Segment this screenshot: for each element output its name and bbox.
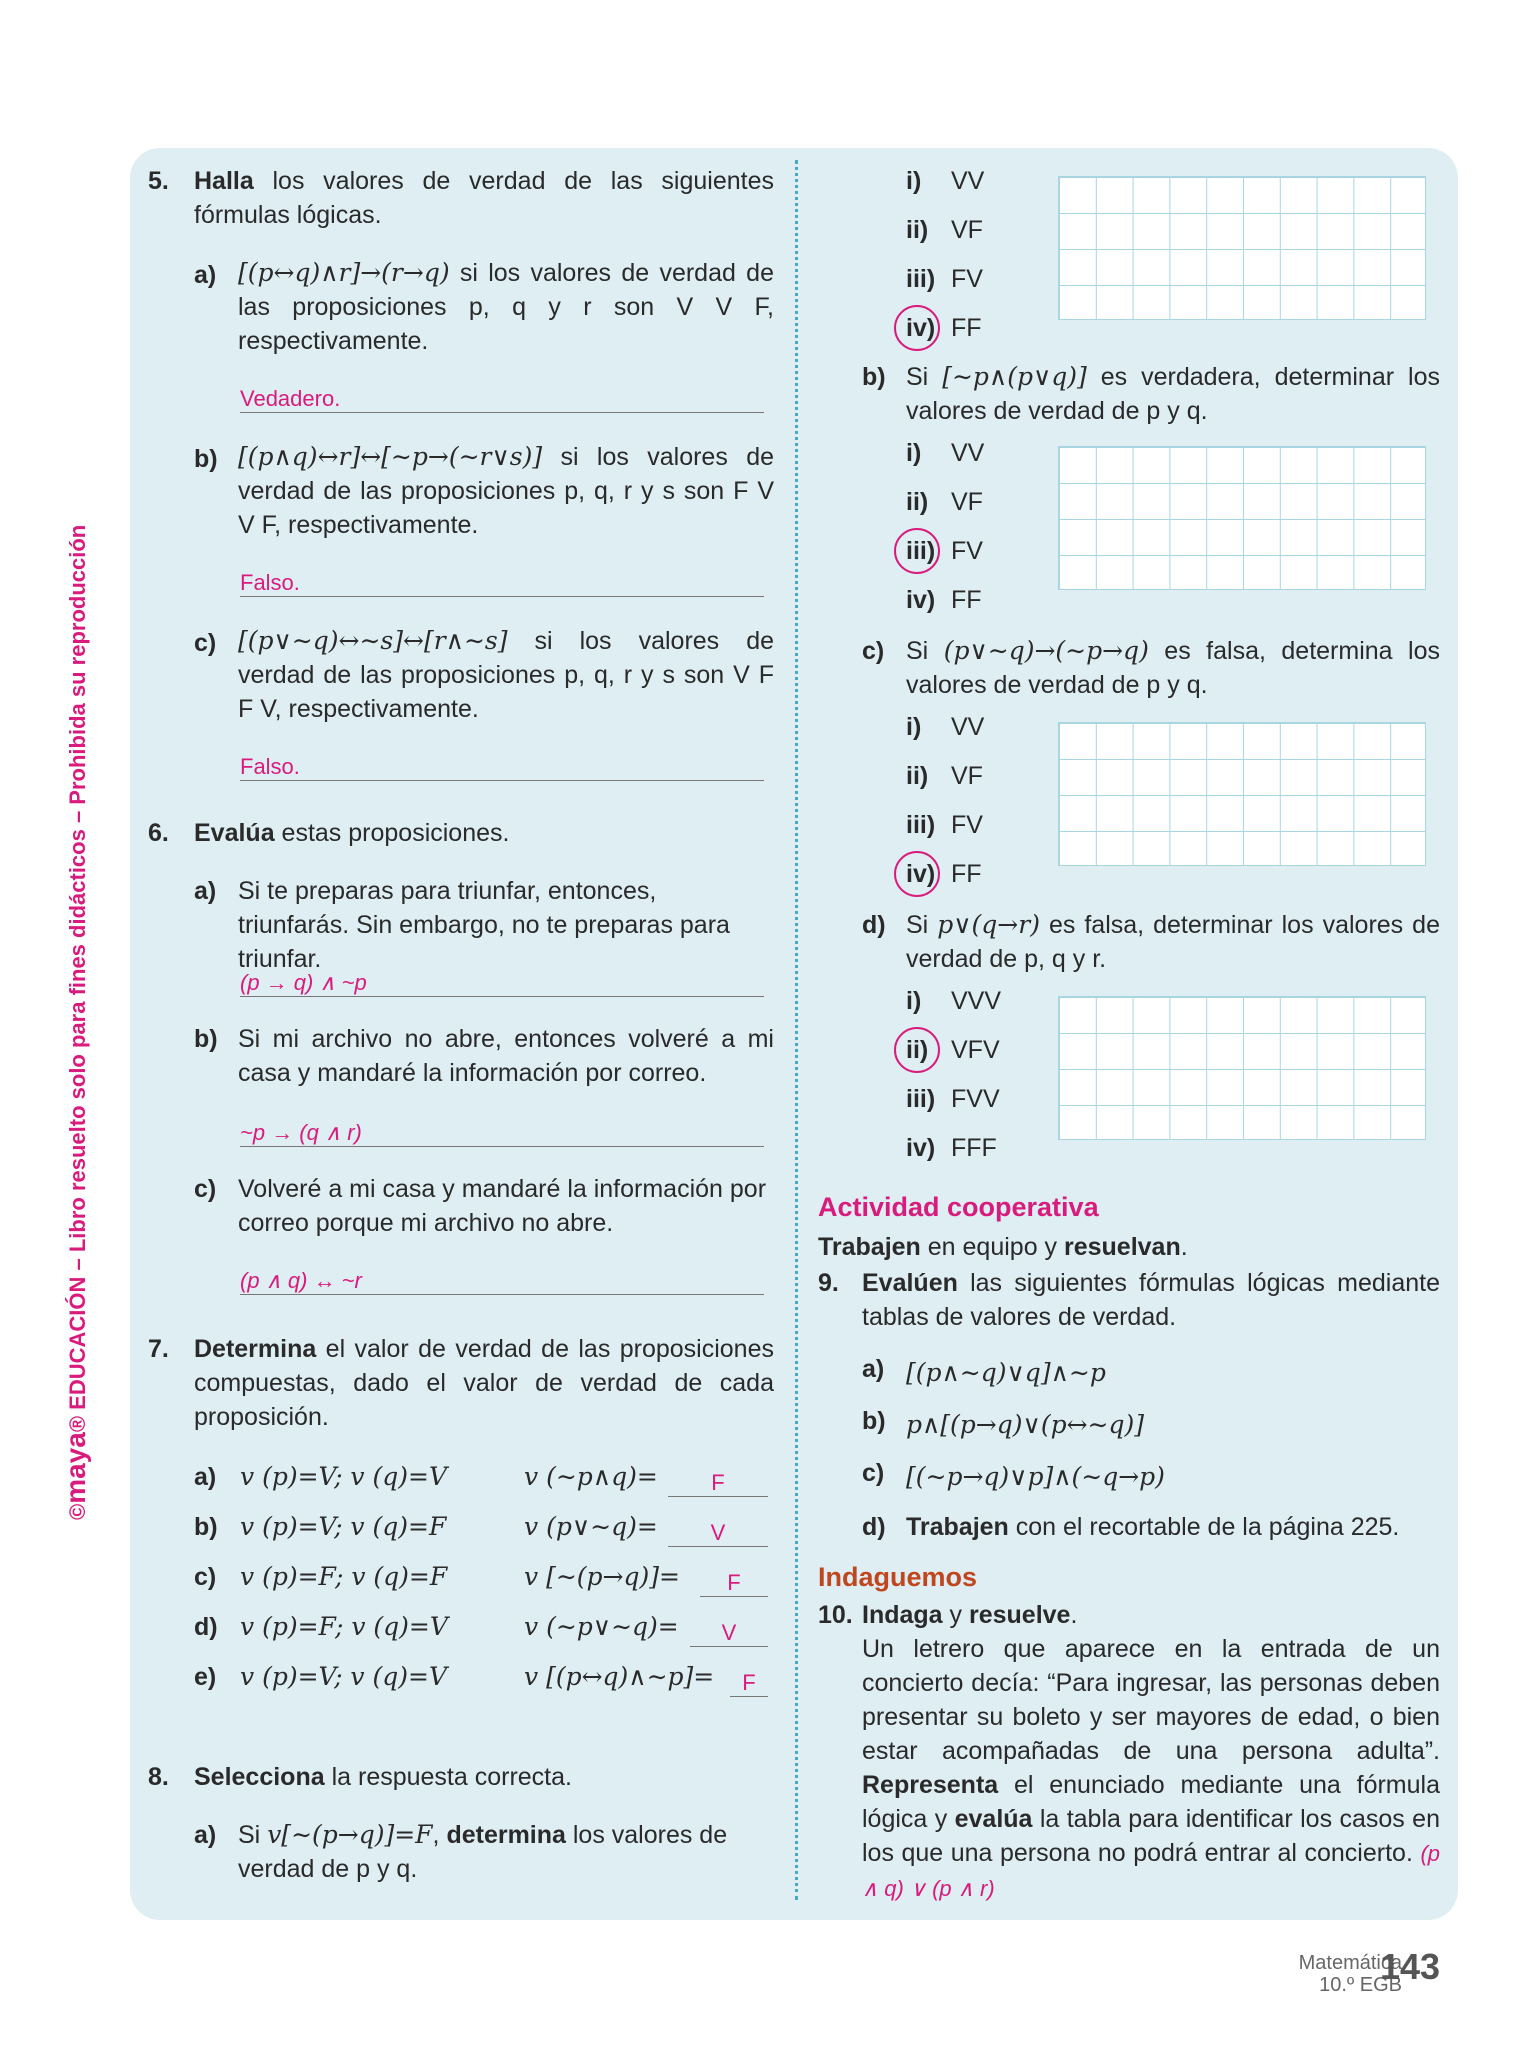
q8a-text: Si v[∼(p→q)]=F, determina los valores de verdad de p y q. <box>238 1820 728 1883</box>
q9-text: las siguientes fórmulas lógicas mediante tablas de valores de verdad. <box>862 1269 1440 1331</box>
q9-verb: Evalúen <box>862 1269 958 1297</box>
selected-answer-circle <box>894 1027 940 1073</box>
q10-b3: Representa <box>862 1771 999 1799</box>
option-value: VF <box>951 488 983 516</box>
q8a-option[interactable] <box>906 213 983 247</box>
option-value: VV <box>951 167 985 195</box>
q10-t2: . <box>1070 1601 1078 1629</box>
selected-answer-circle <box>894 305 940 351</box>
q9-statement <box>862 1266 1440 1334</box>
q8b-text <box>906 360 1440 428</box>
q8b-pre: Si <box>906 363 943 391</box>
q8a-option[interactable] <box>906 164 984 198</box>
q6c-text: Volveré a mi casa y mandaré la información por correo porque mi archivo no abre. <box>238 1175 767 1237</box>
option-value: FV <box>951 811 983 839</box>
option-roman: i) <box>906 987 922 1015</box>
q10-p1: Un letrero que aparece en la entrada de un concierto decía: “Para ingresar, las personas deben presentar su boleto y ser mayores de edad, o bien estar acompañadas de una persona adulta”. <box>862 1635 1440 1765</box>
q8c-option[interactable] <box>906 759 983 793</box>
q7-verb: Determina <box>194 1335 317 1363</box>
q8d-pre: Si <box>906 911 938 939</box>
q9d-text <box>906 1510 1399 1544</box>
footer-subject-name: Matemática <box>1298 1952 1402 1974</box>
q9d-desc: con el recortable de la página 225. <box>1008 1513 1400 1541</box>
answer-grid[interactable] <box>1058 996 1426 1140</box>
option-roman: ii) <box>906 488 929 516</box>
q7-row-expr: v [∼(p→q)]= <box>524 1562 680 1591</box>
q5-statement <box>194 164 774 232</box>
q8d-text <box>906 908 1440 976</box>
q7-row-expr: v [(p↔q)∧∼p]= <box>524 1662 715 1691</box>
option-roman: iii) <box>906 265 936 293</box>
q8c-option[interactable] <box>906 808 983 842</box>
option-roman: iv) <box>906 586 936 614</box>
q8c-option[interactable] <box>906 710 984 744</box>
option-value: VVV <box>951 987 1002 1015</box>
option-roman: iv) <box>906 314 936 342</box>
coop-title: Actividad cooperativa <box>818 1192 1099 1222</box>
option-roman: iv) <box>906 860 936 888</box>
q8a-label: a) <box>194 1821 217 1849</box>
option-value: VF <box>951 762 983 790</box>
q9a-label: a) <box>862 1355 885 1383</box>
q9-number: 9. <box>818 1269 839 1297</box>
q8c-desc: es falsa, determina los valores de verdad de p y q. <box>906 637 1440 699</box>
option-value: FF <box>951 860 982 888</box>
q7-row-given: v (p)=F; v (q)=V <box>240 1612 448 1641</box>
selected-answer-circle <box>894 851 940 897</box>
q9c-formula: [(∼p→q)∨p]∧(∼q→p) <box>906 1462 1165 1491</box>
q8d-desc: es falsa, determinar los valores de verdad de p, q y r. <box>906 911 1440 973</box>
option-roman: ii) <box>906 216 929 244</box>
q9b-label: b) <box>862 1407 886 1435</box>
q6b-label: b) <box>194 1025 218 1053</box>
q10-p2: el enunciado mediante una fórmula lógica y <box>862 1771 1440 1833</box>
q8d-option[interactable] <box>906 1131 997 1165</box>
q7-row-label: b) <box>194 1513 218 1541</box>
q5-text: los valores de verdad de las siguientes fórmulas lógicas. <box>194 167 774 229</box>
selected-answer-circle <box>894 528 940 574</box>
q10-t1: y <box>942 1601 969 1629</box>
q9a-formula: [(p∧∼q)∨q]∧∼p <box>906 1358 1106 1387</box>
option-roman: ii) <box>906 1036 929 1064</box>
q8c-label: c) <box>862 637 885 665</box>
q7-row-answer: F <box>700 1570 768 1597</box>
q10-body <box>862 1632 1440 1906</box>
q7-text: el valor de verdad de las proposiciones compuestas, dado el valor de verdad de cada proposición. <box>194 1335 774 1431</box>
q7-row-answer: F <box>668 1470 768 1497</box>
q10-b4: evalúa <box>954 1805 1033 1833</box>
q7-row-given: v (p)=V; v (q)=F <box>240 1512 447 1541</box>
q9d-bold: Trabajen <box>906 1513 1009 1541</box>
q10-answer: (p ∧ q) ∨ (p ∧ r) <box>862 1841 1440 1901</box>
q5a-answer: Vedadero. <box>240 386 764 413</box>
option-value: VV <box>951 713 985 741</box>
q5a-formula: [(p↔q)∧r]→(r→q) <box>238 258 450 287</box>
q8a-option[interactable] <box>906 262 983 296</box>
option-roman: ii) <box>906 762 929 790</box>
q6b-answer: ~p → (q ∧ r) <box>240 1120 764 1147</box>
option-roman: iv) <box>906 1134 936 1162</box>
q5b-answer: Falso. <box>240 570 764 597</box>
option-value: VV <box>951 439 985 467</box>
q10-instruction <box>862 1598 1077 1632</box>
q8d-formula: p∨(q→r) <box>937 910 1040 939</box>
q5c-answer: Falso. <box>240 754 764 781</box>
q8-text: la respuesta correcta. <box>324 1763 572 1791</box>
coop-b1: Trabajen <box>818 1233 921 1261</box>
q9d-label: d) <box>862 1513 886 1541</box>
q6c-answer: (p ∧ q) ↔ ~r <box>240 1268 764 1295</box>
q8b-desc: es verdadera, determinar los valores de verdad de p y q. <box>906 363 1440 425</box>
answer-grid[interactable] <box>1058 446 1426 590</box>
q6a-text: Si te preparas para triunfar, entonces, triunfarás. Sin embargo, no te preparas para triunfar. <box>238 877 730 973</box>
option-value: FV <box>951 537 983 565</box>
q8b-option[interactable] <box>906 485 983 519</box>
option-roman: iii) <box>906 537 936 565</box>
q5b-formula: [(p∧q)↔r]↔[∼p→(∼r∨s)] <box>238 442 543 471</box>
q7-row-label: e) <box>194 1663 217 1691</box>
q9b-formula: p∧[(p→q)∨(p↔∼q)] <box>906 1410 1144 1439</box>
q5c-formula: [(p∨∼q)↔∼s]↔[r∧∼s] <box>238 626 508 655</box>
q5a-desc: si los valores de verdad de las proposiciones p, q y r son V V F, respectivamente. <box>238 259 774 355</box>
option-value: FF <box>951 314 982 342</box>
q8b-label: b) <box>862 363 886 391</box>
q8d-option[interactable] <box>906 984 1001 1018</box>
q8a-desc: los valores de verdad de p y q. <box>238 1821 728 1883</box>
side-copyright <box>60 524 92 1520</box>
option-roman: i) <box>906 439 922 467</box>
q8-statement <box>194 1760 774 1794</box>
q7-row-label: a) <box>194 1463 217 1491</box>
q6-statement <box>194 816 774 850</box>
q8d-option[interactable] <box>906 1082 1000 1116</box>
q7-row-given: v (p)=V; v (q)=V <box>240 1662 448 1691</box>
q6b-text: Si mi archivo no abre, entonces volveré a mi casa y mandaré la información por correo. <box>238 1025 774 1087</box>
q10-number: 10. <box>818 1601 853 1629</box>
q8b-option[interactable] <box>906 583 982 617</box>
indag-title: Indaguemos <box>818 1562 978 1592</box>
footer-grade: 10.º EGB <box>1319 1974 1402 1996</box>
page-number: 143 <box>1380 1946 1441 1987</box>
q7-row-label: d) <box>194 1613 218 1641</box>
q7-number: 7. <box>148 1335 169 1363</box>
q5c-desc: si los valores de verdad de las proposiciones p, q, r y s son V F F V, respectivamente. <box>238 627 774 723</box>
brand-logo: maya <box>60 1432 91 1504</box>
q5c-text <box>238 624 774 726</box>
q10-p3: la tabla para identificar los casos en los que una persona no podrá entrar al concierto. <box>862 1805 1440 1867</box>
q6-verb: Evalúa <box>194 819 275 847</box>
q5-number: 5. <box>148 167 169 195</box>
q5b-desc: si los valores de verdad de las proposiciones p, q, r y s son F V V F, respectivamente. <box>238 443 774 539</box>
q7-row-expr: v (p∨∼q)= <box>524 1512 658 1541</box>
q7-row-given: v (p)=V; v (q)=V <box>240 1462 448 1491</box>
option-roman: iii) <box>906 811 936 839</box>
option-roman: iii) <box>906 1085 936 1113</box>
q8c-pre: Si <box>906 637 944 665</box>
q10-b2: resuelve <box>968 1601 1071 1629</box>
option-roman: i) <box>906 713 922 741</box>
q5b-label: b) <box>194 445 218 473</box>
q5-verb: Halla <box>194 167 254 195</box>
q7-row-expr: v (∼p∧q)= <box>524 1462 658 1491</box>
q8d-label: d) <box>862 911 886 939</box>
q7-row-answer: V <box>690 1620 768 1647</box>
coop-t2: . <box>1180 1233 1188 1261</box>
q8-verb: Selecciona <box>194 1763 325 1791</box>
q5c-label: c) <box>194 629 217 657</box>
copyright-text: ® EDUCACIÓN – Libro resuelto solo para fines didácticos – Prohibida su reproducción <box>65 524 90 1433</box>
q8b-formula: [∼p∧(p∨q)] <box>942 362 1087 391</box>
q8a-bold: determina <box>446 1821 566 1849</box>
coop-instruction <box>818 1230 1188 1264</box>
option-roman: i) <box>906 167 922 195</box>
option-value: FF <box>951 586 982 614</box>
q5a-label: a) <box>194 261 217 289</box>
column-divider <box>795 160 798 1900</box>
option-value: VF <box>951 216 983 244</box>
q7-row-label: c) <box>194 1563 217 1591</box>
q9c-label: c) <box>862 1459 885 1487</box>
q8a-formula: v[∼(p→q)]=F <box>267 1820 433 1849</box>
q8a-pre: Si <box>238 1821 268 1849</box>
q5a-text <box>238 256 774 358</box>
q10-b1: Indaga <box>862 1601 943 1629</box>
q6c-label: c) <box>194 1175 217 1203</box>
coop-b2: resuelvan <box>1064 1233 1181 1261</box>
option-value: FV <box>951 265 983 293</box>
answer-grid[interactable] <box>1058 722 1426 866</box>
q8-number: 8. <box>148 1763 169 1791</box>
q8c-formula: (p∨∼q)→(∼p→q) <box>943 636 1149 665</box>
q7-row-given: v (p)=F; v (q)=F <box>240 1562 448 1591</box>
q6-number: 6. <box>148 819 169 847</box>
q6a-label: a) <box>194 877 217 905</box>
q7-row-answer: F <box>730 1670 768 1697</box>
q7-row-answer: V <box>668 1520 768 1547</box>
coop-t1: en equipo y <box>920 1233 1064 1261</box>
option-value: FVV <box>951 1085 1000 1113</box>
q8c-text <box>906 634 1440 702</box>
q6a-answer: (p → q) ∧ ~p <box>240 970 764 997</box>
option-value: FFF <box>951 1134 997 1162</box>
q6-text: estas proposiciones. <box>274 819 510 847</box>
q7-statement <box>194 1332 774 1434</box>
q7-row-expr: v (∼p∨∼q)= <box>524 1612 679 1641</box>
q8b-option[interactable] <box>906 436 984 470</box>
answer-grid[interactable] <box>1058 176 1426 320</box>
q5b-text <box>238 440 774 542</box>
option-value: VFV <box>951 1036 1000 1064</box>
copyright-symbol: © <box>65 1503 90 1520</box>
